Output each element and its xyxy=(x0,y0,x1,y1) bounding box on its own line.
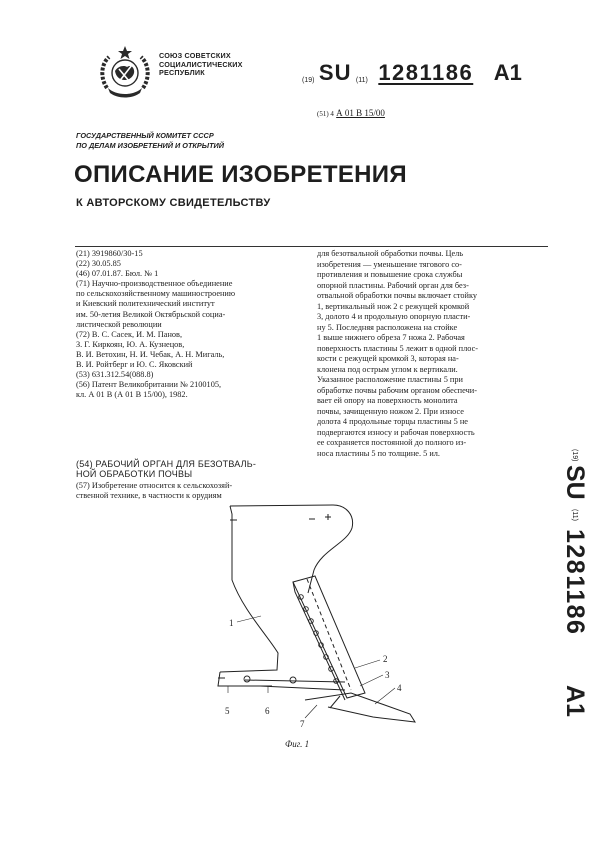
invention-title-line: НОЙ ОБРАБОТКИ ПОЧВЫ xyxy=(76,469,193,479)
committee-name xyxy=(76,131,224,151)
biblio-line: (72) В. С. Сасек, И. М. Панов, xyxy=(76,329,183,339)
abstract-line: Указанное расположение пластины 5 при xyxy=(317,375,463,384)
abstract-line: (57) Изобретение относится к сельскохозяй- xyxy=(76,481,233,490)
abstract-line: опорной пластины. Рабочий орган для без- xyxy=(317,280,469,290)
biblio-line: (71) Научно-производственное объединение xyxy=(76,279,233,289)
abstract-line: поверхность пластины 5 лежит в одной плос- xyxy=(317,343,479,353)
side-country-code: SU xyxy=(561,465,589,500)
abstract-line: подвергаются износу и рабочая поверхность xyxy=(317,427,475,437)
abstract-line: обработке почвы рабочим органом обеспечи- xyxy=(317,385,477,395)
drawing-bolts xyxy=(244,595,338,684)
document-title: ОПИСАНИЕ ИЗОБРЕТЕНИЯ xyxy=(74,161,407,188)
side-patent-number: 1281186 xyxy=(561,529,589,636)
abstract-line: противления и повышение срока службы xyxy=(317,270,463,279)
biblio-line: (46) 07.01.87. Бюл. № 1 xyxy=(76,269,159,279)
abstract-line: клонена под острым углом к вертикали. xyxy=(317,364,458,374)
ipc-classification xyxy=(317,108,385,118)
biblio-line: (56) Патент Великобритании № 2100105, xyxy=(76,380,222,390)
committee-line: ПО ДЕЛАМ ИЗОБРЕТЕНИЙ И ОТКРЫТИЙ xyxy=(76,141,225,150)
publication-number xyxy=(302,60,522,86)
abstract-continuation xyxy=(317,249,548,459)
drawing-label: 6 xyxy=(265,706,270,716)
ussr-emblem-icon xyxy=(98,44,152,100)
drawing-lines xyxy=(218,505,415,722)
biblio-line: (53) 631.312.54(088.8) xyxy=(76,370,154,380)
abstract-line: ну 5. Последняя расположена на стойке xyxy=(317,322,458,332)
biblio-line: им. 50-летия Великой Октябрьской социа- xyxy=(76,309,226,319)
abstract-line: изобретения — уменьшение тягового со- xyxy=(317,259,462,269)
side-code-11: (11) xyxy=(571,509,578,521)
state-name-line: СОЦИАЛИСТИЧЕСКИХ xyxy=(159,59,243,69)
abstract-start xyxy=(76,481,306,501)
biblio-line: и Киевский политехнический институт xyxy=(76,299,215,309)
biblio-line: кл. А 01 В (А 01 В 15/00), 1982. xyxy=(76,390,188,400)
drawing-label: 4 xyxy=(397,683,402,693)
drawing-label: 3 xyxy=(385,670,390,680)
drawing-label: 1 xyxy=(229,618,234,628)
side-kind-code: A1 xyxy=(561,685,589,717)
abstract-line: 1, вертикальный нож 2 с режущей кромкой xyxy=(317,301,470,311)
abstract-line: отвальной обработки почвы включает стойку xyxy=(317,291,478,300)
side-publication-number xyxy=(535,447,595,737)
kind-code: A1 xyxy=(493,60,522,85)
code-51: (51) 4 xyxy=(317,110,334,118)
drawing-label: 7 xyxy=(300,719,305,729)
figure-caption: Фиг. 1 xyxy=(285,739,310,749)
state-name-line: РЕСПУБЛИК xyxy=(159,68,205,78)
invention-title-line: (54) РАБОЧИЙ ОРГАН ДЛЯ БЕЗОТВАЛЬ- xyxy=(76,459,257,469)
abstract-line: ственной технике, в частности к орудиям xyxy=(76,491,222,501)
side-code-19: (19) xyxy=(571,449,578,462)
invention-title xyxy=(76,459,256,479)
abstract-line: кости с режущей кромкой 3, которая на- xyxy=(317,354,459,363)
biblio-line: З. Г. Киркоян, Ю. А. Кузнецов, xyxy=(76,339,185,349)
abstract-line: носа пластины 5 по толщине. 5 ил. xyxy=(317,448,440,458)
abstract-line: для безотвальной обработки почвы. Цель xyxy=(317,249,464,258)
state-name xyxy=(159,52,243,78)
drawing-label: 2 xyxy=(383,654,388,664)
drawing-label: 5 xyxy=(225,706,230,716)
biblio-line: (22) 30.05.85 xyxy=(76,259,121,269)
ipc-value: А 01 В 15/00 xyxy=(336,108,385,118)
country-code: SU xyxy=(318,60,352,85)
bibliographic-data xyxy=(76,249,306,400)
header-rule xyxy=(75,246,548,247)
technical-drawing xyxy=(205,500,435,760)
biblio-line: В. И. Ветохин, Н. И. Чебак, А. Н. Мигаль, xyxy=(76,349,225,359)
biblio-line: по сельскохозяйственному машиностроению xyxy=(76,289,236,299)
biblio-line: В. И. Ройтберг и Ю. С. Яковский xyxy=(76,360,193,370)
abstract-line: 1 выше нижнего обреза 7 ножа 2. Рабочая xyxy=(317,333,465,342)
abstract-line: ее сохраняется постоянной до полного из- xyxy=(317,438,467,447)
code-19: (19) xyxy=(302,77,315,84)
abstract-line: долота 4 продольные торцы пластины 5 не xyxy=(317,417,468,426)
abstract-line: 3, долото 4 и продольную опорную пласти- xyxy=(317,312,471,321)
committee-line: ГОСУДАРСТВЕННЫЙ КОМИТЕТ СССР xyxy=(76,131,214,140)
code-11: (11) xyxy=(355,77,368,84)
patent-number: 1281186 xyxy=(378,60,474,85)
drawing-leaders xyxy=(228,616,395,718)
document-subtitle: К АВТОРСКОМУ СВИДЕТЕЛЬСТВУ xyxy=(76,197,271,209)
abstract-line: почвы, зачищенную ножом 2. При износе xyxy=(317,406,464,416)
biblio-line: (21) 3919860/30-15 xyxy=(76,249,143,258)
abstract-line: вает ей опору на поверхность монолита xyxy=(317,396,458,405)
biblio-line: листической революции xyxy=(76,319,162,329)
state-name-line: СОЮЗ СОВЕТСКИХ xyxy=(159,51,231,60)
